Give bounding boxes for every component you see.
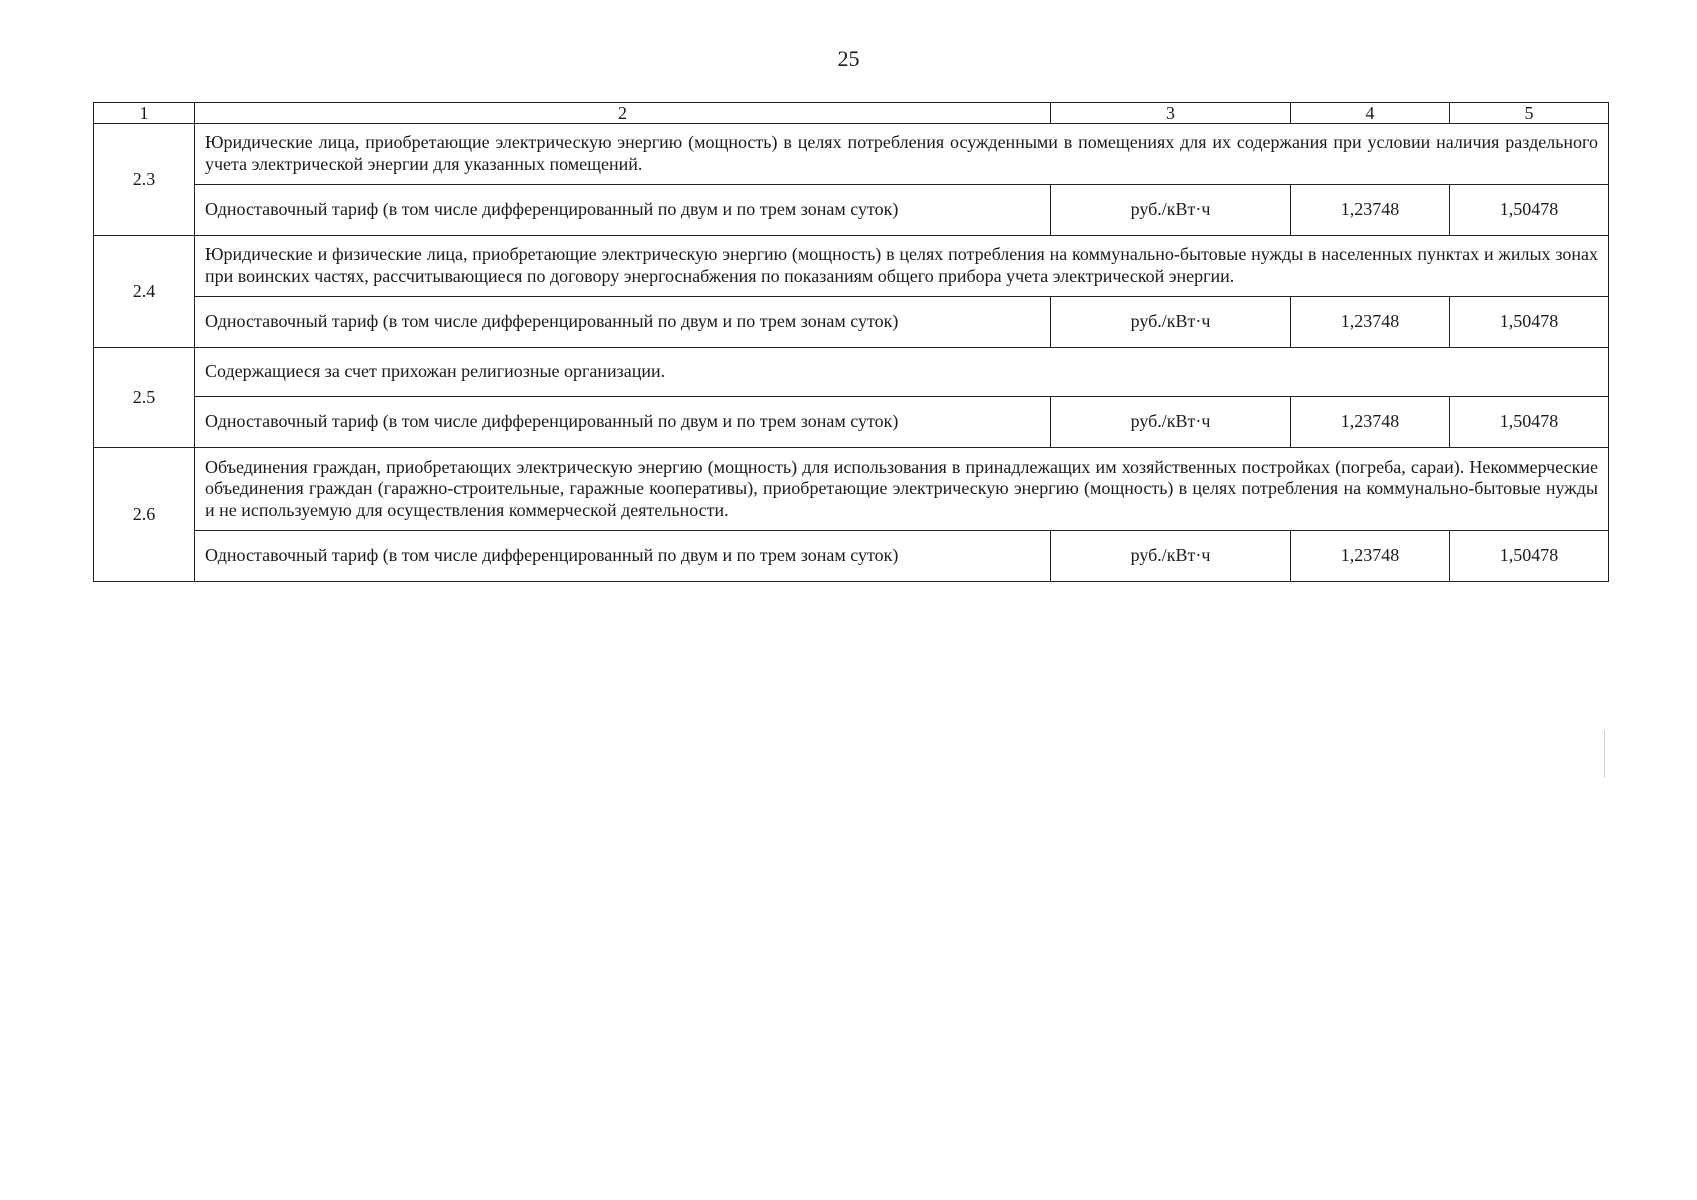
- table-row: [94, 124, 1609, 185]
- tariff-value-col4: 1,23748: [1291, 397, 1450, 448]
- table-row: [94, 236, 1609, 297]
- consumer-description: Содержащиеся за счет прихожан религиозные организации.: [195, 348, 1609, 397]
- unit: руб./кВт·ч: [1051, 297, 1291, 348]
- tariff-label: Одноставочный тариф (в том числе дифференцированный по двум и по трем зонам суток): [195, 531, 1051, 582]
- tariff-value-col4: 1,23748: [1291, 185, 1450, 236]
- item-number: 2.6: [94, 448, 195, 582]
- consumer-description: Объединения граждан, приобретающих электрическую энергию (мощность) для использования в принадлежащих им хозяйственных постройках (погреба, сараи). Некоммерческие объединения граждан (гаражно-строительные, гаражные кооперативы), приобретающие электрическую энергию (мощность) в целях потребления на коммунально-бытовые нужды и не используемую для осуществления коммерческой деятельности.: [195, 448, 1609, 531]
- table-row: [94, 348, 1609, 397]
- tariff-label: Одноставочный тариф (в том числе дифференцированный по двум и по трем зонам суток): [195, 397, 1051, 448]
- scan-artifact-line: [1604, 730, 1605, 778]
- unit: руб./кВт·ч: [1051, 185, 1291, 236]
- tariff-value-col5: 1,50478: [1450, 397, 1609, 448]
- item-number: 2.4: [94, 236, 195, 348]
- table-row: [94, 297, 1609, 348]
- consumer-description: Юридические и физические лица, приобретающие электрическую энергию (мощность) в целях потребления на коммунально-бытовые нужды в населенных пунктах и жилых зонах при воинских частях, рассчитывающиеся по договору энергоснабжения по показаниям общего прибора учета электрической энергии.: [195, 236, 1609, 297]
- table-row: [94, 448, 1609, 531]
- unit: руб./кВт·ч: [1051, 531, 1291, 582]
- column-header: 5: [1450, 103, 1609, 124]
- item-number: 2.5: [94, 348, 195, 448]
- table-row: [94, 185, 1609, 236]
- consumer-description: Юридические лица, приобретающие электрическую энергию (мощность) в целях потребления осужденными в помещениях для их содержания при условии наличия раздельного учета электрической энергии для указанных помещений.: [195, 124, 1609, 185]
- tariff-value-col4: 1,23748: [1291, 531, 1450, 582]
- tariff-label: Одноставочный тариф (в том числе дифференцированный по двум и по трем зонам суток): [195, 185, 1051, 236]
- column-header: 2: [195, 103, 1051, 124]
- column-header: 1: [94, 103, 195, 124]
- unit: руб./кВт·ч: [1051, 397, 1291, 448]
- column-header: 4: [1291, 103, 1450, 124]
- tariff-label: Одноставочный тариф (в том числе дифференцированный по двум и по трем зонам суток): [195, 297, 1051, 348]
- column-header-row: [94, 103, 1609, 124]
- tariff-value-col5: 1,50478: [1450, 297, 1609, 348]
- table-row: [94, 531, 1609, 582]
- tariff-value-col4: 1,23748: [1291, 297, 1450, 348]
- table-row: [94, 397, 1609, 448]
- tariff-value-col5: 1,50478: [1450, 531, 1609, 582]
- column-header: 3: [1051, 103, 1291, 124]
- page-number: 25: [837, 46, 860, 71]
- item-number: 2.3: [94, 124, 195, 236]
- tariff-table: [93, 102, 1609, 582]
- tariff-value-col5: 1,50478: [1450, 185, 1609, 236]
